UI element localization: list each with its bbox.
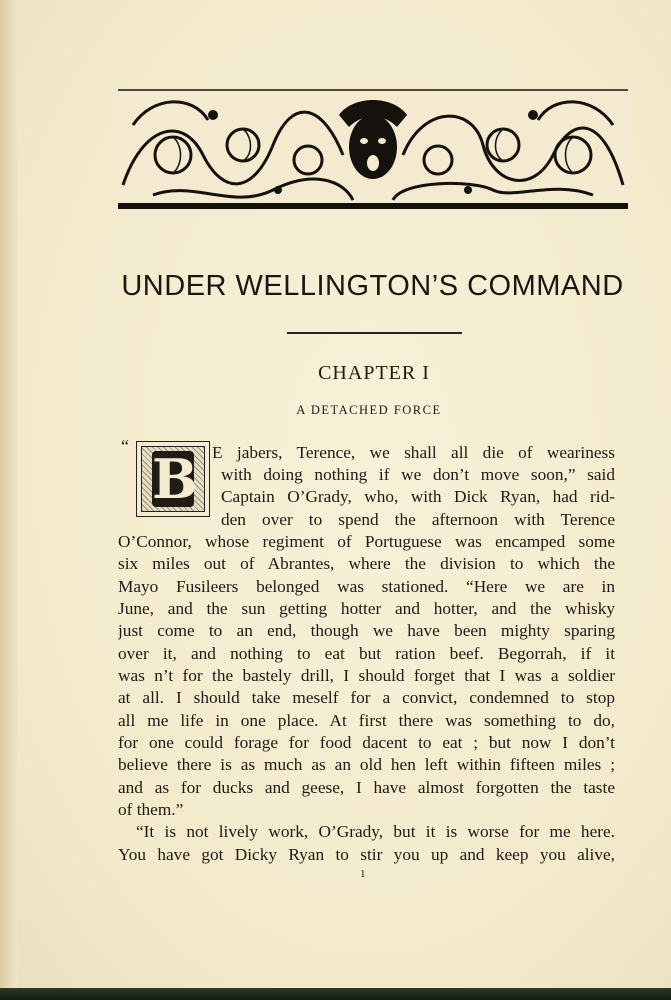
page-gutter [0, 0, 18, 1000]
title-divider [287, 332, 462, 334]
text-line-8: June, and the sun getting hotter and hotter, and the whisky [118, 599, 615, 618]
text-line-9: just come to an end, though we have been mighty sparing [118, 621, 615, 640]
text-line-6: six miles out of Abrantes, where the division to which the [118, 554, 615, 573]
opening-quote-mark: “ [121, 436, 129, 456]
text-line-15: believe there is as much as an old hen left within fifteen miles ; [118, 755, 615, 774]
text-line-5: O’Connor, whose regiment of Portuguese was encamped some [118, 532, 615, 551]
text-line-1: E jabers, Terence, we shall all die of weariness [212, 443, 615, 462]
chapter-subtitle: A DETACHED FORCE [296, 403, 442, 417]
text-line-17: of them.” [118, 800, 184, 819]
page-number: 1 [360, 868, 366, 880]
text-line-2: with doing nothing if we don’t move soon,” said [221, 465, 615, 484]
text-line-4: den over to spend the afternoon with Terence [221, 510, 615, 529]
text-line-11: was n’t for the bastely drill, I should forget that I was a soldier [118, 666, 615, 685]
text-line-10: over it, and nothing to eat but ration beef. Begorrah, if it [118, 644, 615, 663]
text-line-7: Mayo Fusileers belonged was stationed. “Here we are in [118, 577, 615, 596]
ornamental-headpiece [113, 85, 633, 215]
text-line-18: “It is not lively work, O’Grady, but it is worse for me here. [136, 822, 615, 841]
text-line-14: for one could forage for food dacent to eat ; but now I don’t [118, 733, 615, 752]
chapter-heading: CHAPTER I [318, 362, 430, 384]
text-line-13: all me life in one place. At first there was something to do, [118, 711, 615, 730]
text-line-3: Captain O’Grady, who, with Dick Ryan, had rid- [221, 487, 615, 506]
drop-cap-frame [136, 441, 210, 517]
text-line-16: and as for ducks and geese, I have almost forgotten the taste [118, 778, 615, 797]
book-title: UNDER WELLINGTON’S COMMAND [121, 270, 624, 302]
text-line-12: at all. I should take meself for a convict, condemned to stop [118, 688, 615, 707]
text-line-19: You have got Dicky Ryan to stir you up and keep you alive, [118, 845, 615, 864]
drop-cap-letter: B [152, 447, 198, 511]
page-bottom-edge [0, 988, 671, 1000]
drop-cap-pattern [141, 446, 205, 512]
